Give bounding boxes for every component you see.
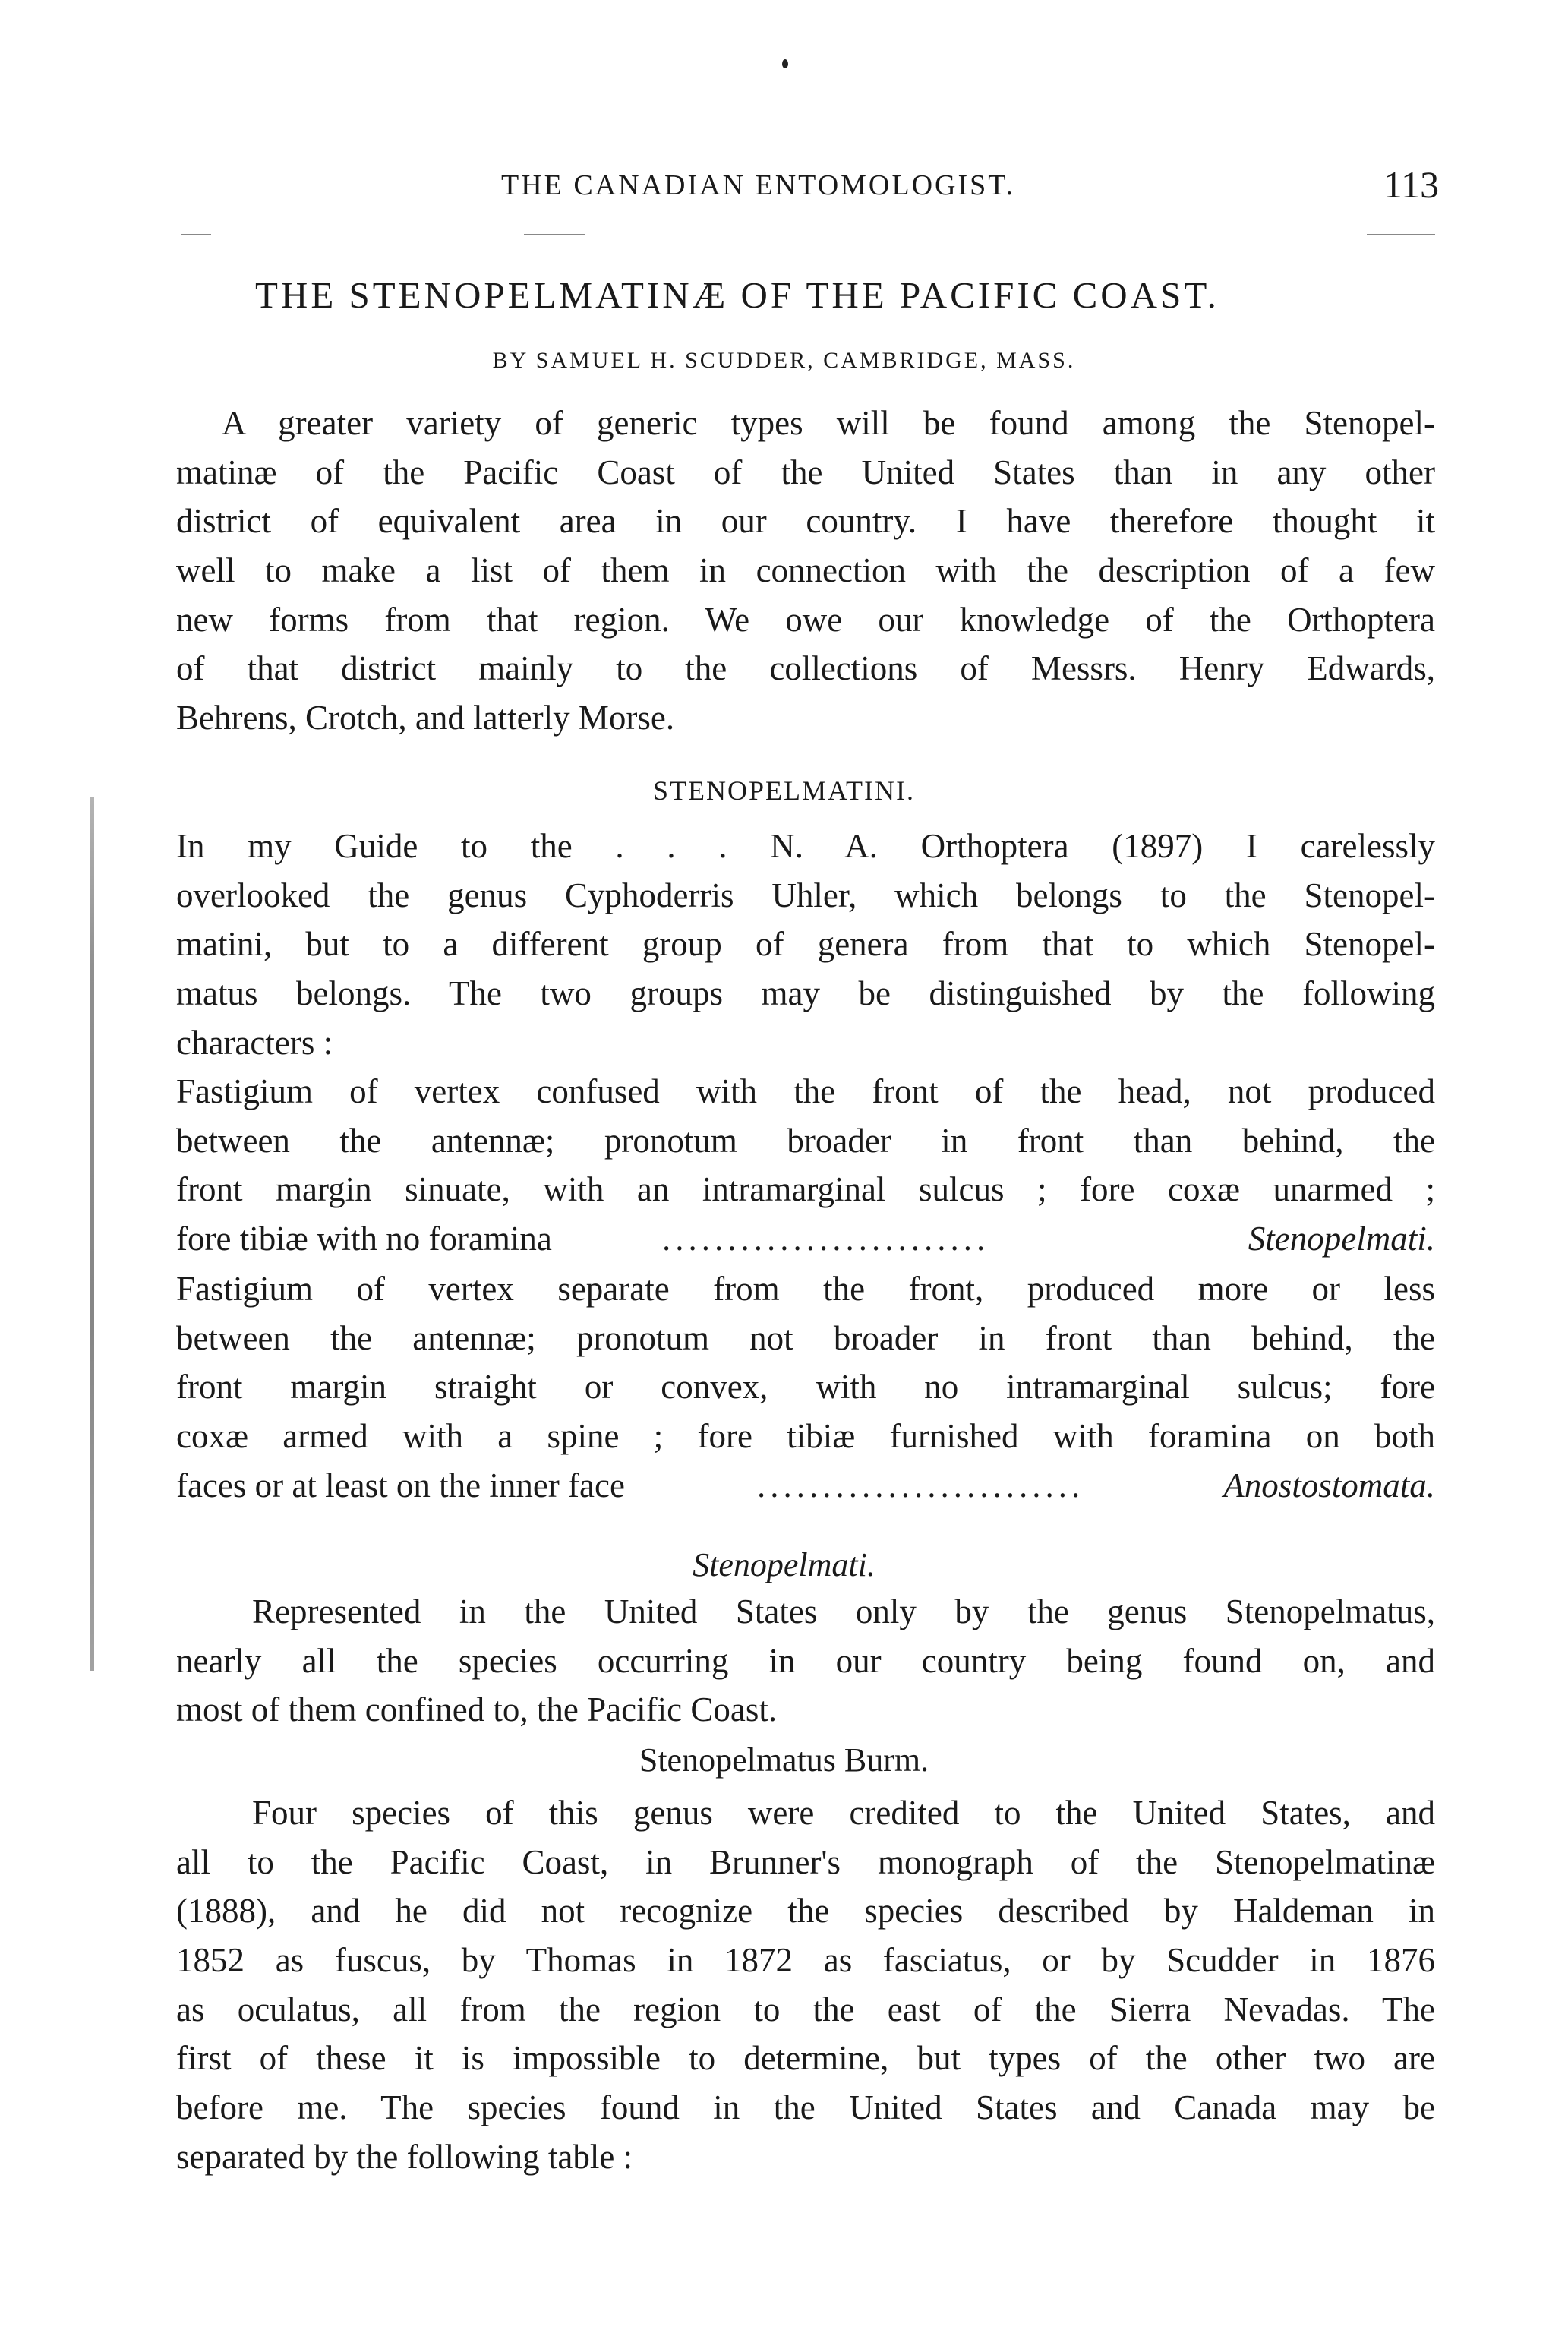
intro-line: matinæ of the Pacific Coast of the United States than in any other [176,453,1435,491]
paragraph-line: matus belongs. The two groups may be distinguished by the following [176,974,1435,1013]
intro-line: Behrens, Crotch, and latterly Morse. [176,699,675,737]
paragraph-line: most of them confined to, the Pacific Coast. [176,1690,778,1729]
paragraph-line: matini, but to a different group of genera from that to which Stenopel- [176,925,1435,964]
key-line: front margin sinuate, with an intramarginal sulcus ; fore coxæ unarmed ; [176,1170,1435,1209]
paragraph-line: as oculatus, all from the region to the east of the Sierra Nevadas. The [176,1990,1435,2028]
key-lead-line [176,1461,1435,1511]
intro-line: district of equivalent area in our country. I have therefore thought it [176,502,1435,541]
running-head: THE CANADIAN ENTOMOLOGIST. [501,169,1016,201]
intro-line: new forms from that region. We owe our knowledge of the Orthoptera [176,600,1435,639]
section-heading-stenopelmatini: STENOPELMATINI. [653,775,915,806]
header-rule-center [524,234,585,235]
article-title: THE STENOPELMATINÆ OF THE PACIFIC COAST. [255,274,1219,316]
intro-line: of that district mainly to the collections of Messrs. Henry Edwards, [176,649,1435,688]
stenopelmatini-paragraph [176,822,1435,1067]
paragraph-line: characters : [176,1023,333,1062]
intro-line: A greater variety of generic types will be found among the Stenopel- [222,404,1435,442]
page-number: 113 [1383,163,1440,206]
paragraph-line: all to the Pacific Coast, in Brunner's monograph of the Stenopelmatinæ [176,1842,1435,1881]
key-lead-text: fore tibiæ with no foramina [176,1220,552,1258]
key-couplet-anostostomata [176,1264,1435,1510]
paragraph-line: separated by the following table : [176,2137,633,2176]
key-leader-dots: ......................... [757,1466,1085,1504]
paragraph-line: In my Guide to the . . . N. A. Orthoptera (1897) I carelessly [176,827,1435,865]
key-line: coxæ armed with a spine ; fore tibiæ furnished with foramina on both [176,1417,1435,1456]
intro-line: well to make a list of them in connection with the description of a few [176,551,1435,590]
scan-edge-mark [90,797,94,1671]
paragraph-line: overlooked the genus Cyphoderris Uhler, which belongs to the Stenopel- [176,876,1435,914]
paragraph-line: before me. The species found in the United States and Canada may be [176,2088,1435,2127]
intro-paragraph [176,399,1435,743]
key-result: Anostostomata. [1223,1466,1435,1504]
article-byline: BY SAMUEL H. SCUDDER, CAMBRIDGE, MASS. [492,348,1076,373]
key-leader-dots: ......................... [662,1220,990,1258]
paragraph-line: Four species of this genus were credited to the United States, and [252,1794,1435,1832]
section-heading-stenopelmatus: Stenopelmatus Burm. [639,1741,929,1779]
key-line: between the antennæ; pronotum not broader in front than behind, the [176,1318,1435,1357]
key-lead-text: faces or at least on the inner face [176,1466,625,1504]
paragraph-line: 1852 as fuscus, by Thomas in 1872 as fasciatus, or by Scudder in 1876 [176,1941,1435,1980]
stenopelmati-paragraph [176,1587,1435,1735]
key-line: Fastigium of vertex separate from the front, produced more or less [176,1270,1435,1308]
paragraph-line: Represented in the United States only by the genus Stenopelmatus, [252,1593,1435,1630]
section-heading-stenopelmati: Stenopelmati. [693,1546,875,1583]
ink-dot [782,59,788,68]
key-result: Stenopelmati. [1248,1220,1435,1258]
key-line: Fastigium of vertex confused with the front of the head, not produced [176,1072,1435,1110]
header-rule-left [181,234,211,235]
key-couplet-stenopelmati [176,1067,1435,1264]
key-lead-line [176,1214,1435,1264]
paragraph-line: nearly all the species occurring in our country being found on, and [176,1641,1435,1680]
header-rule-right [1367,234,1435,235]
paragraph-line: first of these it is impossible to determine, but types of the other two are [176,2039,1435,2078]
paragraph-line: (1888), and he did not recognize the species described by Haldeman in [176,1892,1435,1930]
key-line: front margin straight or convex, with no intramarginal sulcus; fore [176,1368,1435,1406]
stenopelmatus-paragraph [176,1788,1435,2182]
key-line: between the antennæ; pronotum broader in front than behind, the [176,1121,1435,1160]
